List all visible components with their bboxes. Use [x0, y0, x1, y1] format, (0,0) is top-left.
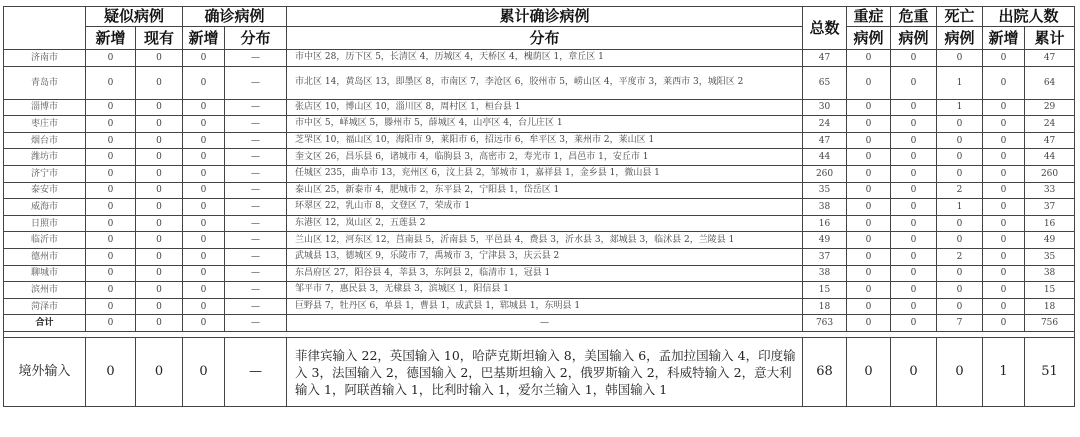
- suspected-new: 0: [86, 182, 136, 199]
- suspected-new: 0: [86, 215, 136, 232]
- table-row: [4, 149, 1075, 166]
- cumulative-total: 35: [803, 182, 847, 199]
- death-count: 0: [937, 215, 983, 232]
- header-cumulative-distribution: 分布: [287, 27, 803, 50]
- header-suspected-new: 新增: [86, 27, 136, 50]
- cumulative-distribution: 菲律宾输入 22，英国输入 10，哈萨克斯坦输入 8，美国输入 6，孟加拉国输入 4，印度输入 3，法国输入 2，德国输入 2，巴基斯坦输入 2，俄罗斯输入 2，科威特输入 2，意大利输入 1，阿联酋输入 1，比利时输入 1，爱尔兰输入 1，韩国输入 1: [287, 338, 803, 407]
- header-discharged-cumulative: 累计: [1025, 27, 1075, 50]
- severe-count: 0: [847, 116, 891, 133]
- confirmed-distribution: —: [225, 99, 287, 116]
- suspected-existing: 0: [136, 338, 183, 407]
- confirmed-new: 0: [183, 116, 225, 133]
- confirmed-distribution: —: [225, 149, 287, 166]
- death-count: 0: [937, 232, 983, 249]
- discharged-new: 0: [983, 99, 1025, 116]
- confirmed-distribution: —: [225, 315, 287, 332]
- cumulative-distribution: 东港区 12，岚山区 2，五莲县 2: [287, 215, 803, 232]
- cumulative-distribution: 芝罘区 10，福山区 10，海阳市 9，莱阳市 6，招远市 6，牟平区 3，莱州市 2，莱山区 1: [287, 132, 803, 149]
- suspected-existing: 0: [136, 132, 183, 149]
- suspected-new: 0: [86, 165, 136, 182]
- cumulative-distribution: 市中区 28，历下区 5，长清区 4，历城区 4，天桥区 4，槐荫区 1，章丘区 1: [287, 50, 803, 67]
- suspected-existing: 0: [136, 66, 183, 99]
- header-discharged: 出院人数: [983, 7, 1075, 27]
- suspected-new: 0: [86, 298, 136, 315]
- confirmed-new: 0: [183, 315, 225, 332]
- header-city-blank: [4, 7, 86, 50]
- suspected-existing: 0: [136, 182, 183, 199]
- cumulative-distribution: 邹平市 7，惠民县 3，无棣县 3，滨城区 1，阳信县 1: [287, 282, 803, 299]
- city-name: 德州市: [4, 248, 86, 265]
- city-name: 临沂市: [4, 232, 86, 249]
- header-severe-cases: 病例: [847, 27, 891, 50]
- discharged-cumulative: 35: [1025, 248, 1075, 265]
- table-row: [4, 99, 1075, 116]
- death-count: 1: [937, 199, 983, 216]
- suspected-new: 0: [86, 265, 136, 282]
- critical-count: 0: [891, 149, 937, 166]
- discharged-cumulative: 29: [1025, 99, 1075, 116]
- header-discharged-new: 新增: [983, 27, 1025, 50]
- discharged-cumulative: 16: [1025, 215, 1075, 232]
- confirmed-new: 0: [183, 298, 225, 315]
- discharged-cumulative: 756: [1025, 315, 1075, 332]
- header-critical: 危重: [891, 7, 937, 27]
- confirmed-distribution: —: [225, 338, 287, 407]
- discharged-new: 0: [983, 50, 1025, 67]
- table-row: [4, 132, 1075, 149]
- covid-case-table: [3, 6, 1075, 407]
- table-row: [4, 116, 1075, 133]
- cumulative-total: 763: [803, 315, 847, 332]
- discharged-new: 0: [983, 215, 1025, 232]
- cumulative-distribution: 市北区 14，黄岛区 13，即墨区 8，市南区 7，李沧区 6，胶州市 5，崂山区 4，平度市 3，莱西市 3，城阳区 2: [287, 66, 803, 99]
- confirmed-distribution: —: [225, 182, 287, 199]
- confirmed-new: 0: [183, 215, 225, 232]
- severe-count: 0: [847, 282, 891, 299]
- discharged-new: 0: [983, 116, 1025, 133]
- city-name: 滨州市: [4, 282, 86, 299]
- confirmed-distribution: —: [225, 132, 287, 149]
- critical-count: 0: [891, 282, 937, 299]
- confirmed-new: 0: [183, 199, 225, 216]
- critical-count: 0: [891, 50, 937, 67]
- cumulative-total: 47: [803, 50, 847, 67]
- city-name: 淄博市: [4, 99, 86, 116]
- table-row: [4, 182, 1075, 199]
- suspected-new: 0: [86, 199, 136, 216]
- city-name: 菏泽市: [4, 298, 86, 315]
- confirmed-distribution: —: [225, 232, 287, 249]
- critical-count: 0: [891, 165, 937, 182]
- cumulative-distribution: 巨野县 7，牡丹区 6，单县 1，曹县 1，成武县 1，郓城县 1，东明县 1: [287, 298, 803, 315]
- death-count: 0: [937, 338, 983, 407]
- cumulative-distribution: 张店区 10，博山区 10，淄川区 8，周村区 1，桓台县 1: [287, 99, 803, 116]
- death-count: 0: [937, 265, 983, 282]
- suspected-new: 0: [86, 132, 136, 149]
- suspected-existing: 0: [136, 282, 183, 299]
- table-row: [4, 248, 1075, 265]
- death-count: 0: [937, 116, 983, 133]
- cumulative-distribution: 奎文区 26，昌乐县 6，诸城市 4，临朐县 3，高密市 2，寿光市 1，昌邑市 1，安丘市 1: [287, 149, 803, 166]
- suspected-existing: 0: [136, 265, 183, 282]
- discharged-cumulative: 51: [1025, 338, 1075, 407]
- city-name: 烟台市: [4, 132, 86, 149]
- confirmed-new: 0: [183, 182, 225, 199]
- discharged-cumulative: 24: [1025, 116, 1075, 133]
- discharged-cumulative: 64: [1025, 66, 1075, 99]
- severe-count: 0: [847, 248, 891, 265]
- suspected-existing: 0: [136, 99, 183, 116]
- city-name: 青岛市: [4, 66, 86, 99]
- city-name: 枣庄市: [4, 116, 86, 133]
- severe-count: 0: [847, 165, 891, 182]
- suspected-new: 0: [86, 282, 136, 299]
- confirmed-new: 0: [183, 50, 225, 67]
- table-row: [4, 215, 1075, 232]
- cumulative-total: 68: [803, 338, 847, 407]
- cumulative-distribution: 武城县 13，德城区 9，乐陵市 7，禹城市 3，宁津县 3，庆云县 2: [287, 248, 803, 265]
- suspected-new: 0: [86, 149, 136, 166]
- discharged-new: 0: [983, 199, 1025, 216]
- city-name: 泰安市: [4, 182, 86, 199]
- discharged-cumulative: 44: [1025, 149, 1075, 166]
- cumulative-distribution: 兰山区 12，河东区 12，莒南县 5，沂南县 5，平邑县 4，费县 3，沂水县 3，郯城县 3，临沭县 2，兰陵县 1: [287, 232, 803, 249]
- critical-count: 0: [891, 66, 937, 99]
- suspected-existing: 0: [136, 315, 183, 332]
- severe-count: 0: [847, 298, 891, 315]
- city-name: 济宁市: [4, 165, 86, 182]
- discharged-cumulative: 15: [1025, 282, 1075, 299]
- cumulative-total: 15: [803, 282, 847, 299]
- suspected-existing: 0: [136, 298, 183, 315]
- critical-count: 0: [891, 248, 937, 265]
- discharged-new: 0: [983, 298, 1025, 315]
- confirmed-distribution: —: [225, 165, 287, 182]
- confirmed-distribution: —: [225, 282, 287, 299]
- severe-count: 0: [847, 232, 891, 249]
- city-name: 威海市: [4, 199, 86, 216]
- suspected-new: 0: [86, 315, 136, 332]
- severe-count: 0: [847, 50, 891, 67]
- severe-count: 0: [847, 215, 891, 232]
- overseas-label: 境外输入: [4, 338, 86, 407]
- header-confirmed-new: 新增: [183, 27, 225, 50]
- discharged-new: 0: [983, 165, 1025, 182]
- death-count: 1: [937, 66, 983, 99]
- table-row: [4, 282, 1075, 299]
- city-name: 济南市: [4, 50, 86, 67]
- discharged-new: 0: [983, 149, 1025, 166]
- suspected-existing: 0: [136, 116, 183, 133]
- severe-count: 0: [847, 66, 891, 99]
- discharged-new: 0: [983, 282, 1025, 299]
- death-count: 0: [937, 298, 983, 315]
- severe-count: 0: [847, 338, 891, 407]
- table-row: [4, 232, 1075, 249]
- death-count: 7: [937, 315, 983, 332]
- cumulative-distribution: 环翠区 22，乳山市 8，文登区 7，荣成市 1: [287, 199, 803, 216]
- cumulative-total: 37: [803, 248, 847, 265]
- cumulative-total: 38: [803, 199, 847, 216]
- severe-count: 0: [847, 99, 891, 116]
- discharged-new: 0: [983, 232, 1025, 249]
- suspected-existing: 0: [136, 199, 183, 216]
- cumulative-total: 24: [803, 116, 847, 133]
- death-count: 1: [937, 99, 983, 116]
- critical-count: 0: [891, 298, 937, 315]
- critical-count: 0: [891, 338, 937, 407]
- city-name: 日照市: [4, 215, 86, 232]
- discharged-cumulative: 38: [1025, 265, 1075, 282]
- suspected-new: 0: [86, 66, 136, 99]
- confirmed-new: 0: [183, 99, 225, 116]
- death-count: 0: [937, 132, 983, 149]
- confirmed-new: 0: [183, 282, 225, 299]
- cumulative-total: 65: [803, 66, 847, 99]
- table-row: [4, 265, 1075, 282]
- table-row: [4, 165, 1075, 182]
- suspected-new: 0: [86, 99, 136, 116]
- critical-count: 0: [891, 116, 937, 133]
- critical-count: 0: [891, 315, 937, 332]
- critical-count: 0: [891, 132, 937, 149]
- suspected-existing: 0: [136, 50, 183, 67]
- cumulative-distribution: 泰山区 25，新泰市 4，肥城市 2，东平县 2，宁阳县 1，岱岳区 1: [287, 182, 803, 199]
- critical-count: 0: [891, 99, 937, 116]
- death-count: 0: [937, 149, 983, 166]
- header-death-cases: 病例: [937, 27, 983, 50]
- discharged-new: 0: [983, 315, 1025, 332]
- death-count: 2: [937, 182, 983, 199]
- confirmed-new: 0: [183, 149, 225, 166]
- cumulative-total: 16: [803, 215, 847, 232]
- cumulative-total: 49: [803, 232, 847, 249]
- suspected-new: 0: [86, 338, 136, 407]
- overseas-row: [4, 338, 1075, 407]
- discharged-cumulative: 47: [1025, 50, 1075, 67]
- critical-count: 0: [891, 199, 937, 216]
- table-row: [4, 50, 1075, 67]
- confirmed-distribution: —: [225, 248, 287, 265]
- table-row: [4, 199, 1075, 216]
- confirmed-new: 0: [183, 338, 225, 407]
- header-cumulative: 累计确诊病例: [287, 7, 803, 27]
- critical-count: 0: [891, 182, 937, 199]
- discharged-cumulative: 260: [1025, 165, 1075, 182]
- discharged-cumulative: 47: [1025, 132, 1075, 149]
- header-suspected-existing: 现有: [136, 27, 183, 50]
- cumulative-total: 30: [803, 99, 847, 116]
- suspected-existing: 0: [136, 232, 183, 249]
- suspected-existing: 0: [136, 248, 183, 265]
- header-death: 死亡: [937, 7, 983, 27]
- discharged-new: 0: [983, 265, 1025, 282]
- header-severe: 重症: [847, 7, 891, 27]
- discharged-new: 0: [983, 132, 1025, 149]
- discharged-cumulative: 37: [1025, 199, 1075, 216]
- confirmed-distribution: —: [225, 50, 287, 67]
- confirmed-new: 0: [183, 232, 225, 249]
- death-count: 0: [937, 50, 983, 67]
- total-label: 合计: [4, 315, 86, 332]
- suspected-new: 0: [86, 248, 136, 265]
- death-count: 2: [937, 248, 983, 265]
- confirmed-distribution: —: [225, 66, 287, 99]
- suspected-new: 0: [86, 232, 136, 249]
- suspected-new: 0: [86, 50, 136, 67]
- discharged-new: 0: [983, 248, 1025, 265]
- total-row: [4, 315, 1075, 332]
- table-row: [4, 298, 1075, 315]
- suspected-existing: 0: [136, 149, 183, 166]
- confirmed-new: 0: [183, 248, 225, 265]
- suspected-new: 0: [86, 116, 136, 133]
- header-confirmed: 确诊病例: [183, 7, 287, 27]
- confirmed-new: 0: [183, 165, 225, 182]
- cumulative-total: 47: [803, 132, 847, 149]
- suspected-existing: 0: [136, 165, 183, 182]
- header-confirmed-distribution: 分布: [225, 27, 287, 50]
- suspected-existing: 0: [136, 215, 183, 232]
- discharged-cumulative: 18: [1025, 298, 1075, 315]
- discharged-new: 0: [983, 182, 1025, 199]
- discharged-new: 1: [983, 338, 1025, 407]
- severe-count: 0: [847, 182, 891, 199]
- confirmed-distribution: —: [225, 298, 287, 315]
- cumulative-distribution: 东昌府区 27，阳谷县 4，莘县 3，东阿县 2，临清市 1，冠县 1: [287, 265, 803, 282]
- city-name: 聊城市: [4, 265, 86, 282]
- confirmed-distribution: —: [225, 265, 287, 282]
- death-count: 0: [937, 282, 983, 299]
- city-name: 潍坊市: [4, 149, 86, 166]
- death-count: 0: [937, 165, 983, 182]
- table-row: [4, 66, 1075, 99]
- severe-count: 0: [847, 199, 891, 216]
- confirmed-new: 0: [183, 132, 225, 149]
- cumulative-distribution: 任城区 235，曲阜市 13，兖州区 6，汶上县 2，邹城市 1，嘉祥县 1，金乡县 1，微山县 1: [287, 165, 803, 182]
- cumulative-total: 18: [803, 298, 847, 315]
- discharged-cumulative: 33: [1025, 182, 1075, 199]
- severe-count: 0: [847, 132, 891, 149]
- critical-count: 0: [891, 265, 937, 282]
- header-total: 总数: [803, 7, 847, 50]
- confirmed-distribution: —: [225, 199, 287, 216]
- severe-count: 0: [847, 265, 891, 282]
- severe-count: 0: [847, 149, 891, 166]
- cumulative-distribution: 市中区 5，峄城区 5，滕州市 5，薛城区 4，山亭区 4，台儿庄区 1: [287, 116, 803, 133]
- header-suspected: 疑似病例: [86, 7, 183, 27]
- cumulative-total: 44: [803, 149, 847, 166]
- cumulative-total: 38: [803, 265, 847, 282]
- critical-count: 0: [891, 232, 937, 249]
- cumulative-total: 260: [803, 165, 847, 182]
- confirmed-new: 0: [183, 265, 225, 282]
- header-critical-cases: 病例: [891, 27, 937, 50]
- cumulative-distribution: —: [287, 315, 803, 332]
- confirmed-distribution: —: [225, 215, 287, 232]
- discharged-cumulative: 49: [1025, 232, 1075, 249]
- critical-count: 0: [891, 215, 937, 232]
- severe-count: 0: [847, 315, 891, 332]
- discharged-new: 0: [983, 66, 1025, 99]
- confirmed-new: 0: [183, 66, 225, 99]
- confirmed-distribution: —: [225, 116, 287, 133]
